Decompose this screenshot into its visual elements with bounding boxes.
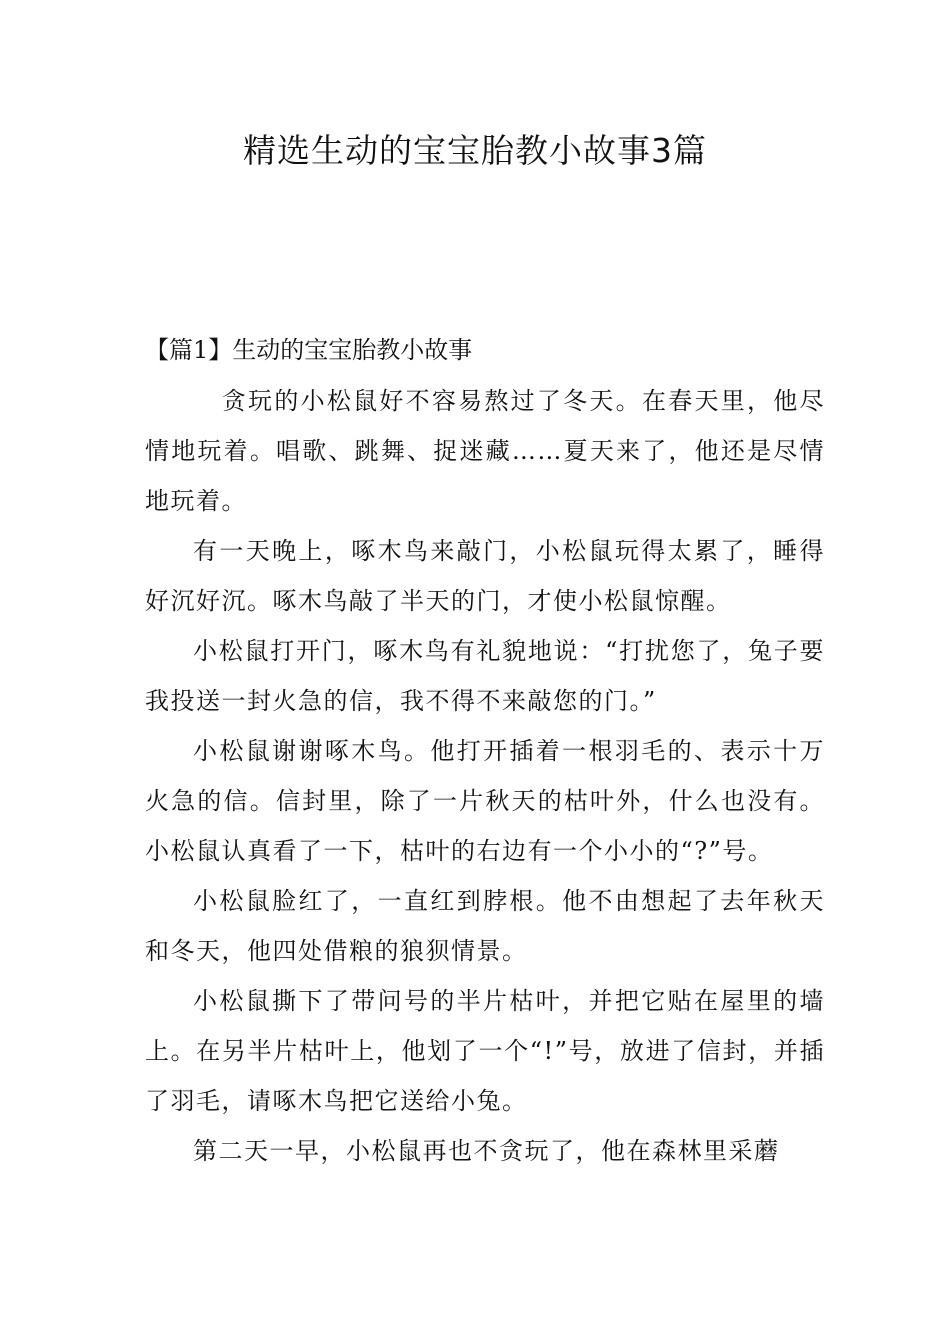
paragraph: 有一天晚上，啄木鸟来敲门，小松鼠玩得太累了，睡得好沉好沉。啄木鸟敲了半天的门，才使小松鼠惊醒。 [145,537,825,615]
section-heading: 【篇1】生动的宝宝胎教小故事 [145,336,473,364]
paragraph: 小松鼠脸红了，一直红到脖根。他不由想起了去年秋天和冬天，他四处借粮的狼狈情景。 [145,887,825,965]
story-body [145,376,825,1176]
document-title: 精选生动的宝宝胎教小故事3篇 [243,131,707,170]
paragraph: 小松鼠撕下了带问号的半片枯叶，并把它贴在屋里的墙上。在另半片枯叶上，他划了一个“!”号，放进了信封，并插了羽毛，请啄木鸟把它送给小兔。 [145,987,825,1115]
paragraph: 贪玩的小松鼠好不容易熬过了冬天。在春天里，他尽情地玩着。唱歌、跳舞、捉迷藏……夏天来了，他还是尽情地玩着。 [145,387,825,515]
paragraph: 小松鼠谢谢啄木鸟。他打开插着一根羽毛的、表示十万火急的信。信封里，除了一片秋天的枯叶外，什么也没有。小松鼠认真看了一下，枯叶的右边有一个小小的“?”号。 [145,737,825,865]
paragraph: 小松鼠打开门，啄木鸟有礼貌地说：“打扰您了，兔子要我投送一封火急的信，我不得不来敲您的门。” [145,637,825,715]
paragraph: 第二天一早，小松鼠再也不贪玩了，他在森林里采蘑 [193,1137,780,1165]
